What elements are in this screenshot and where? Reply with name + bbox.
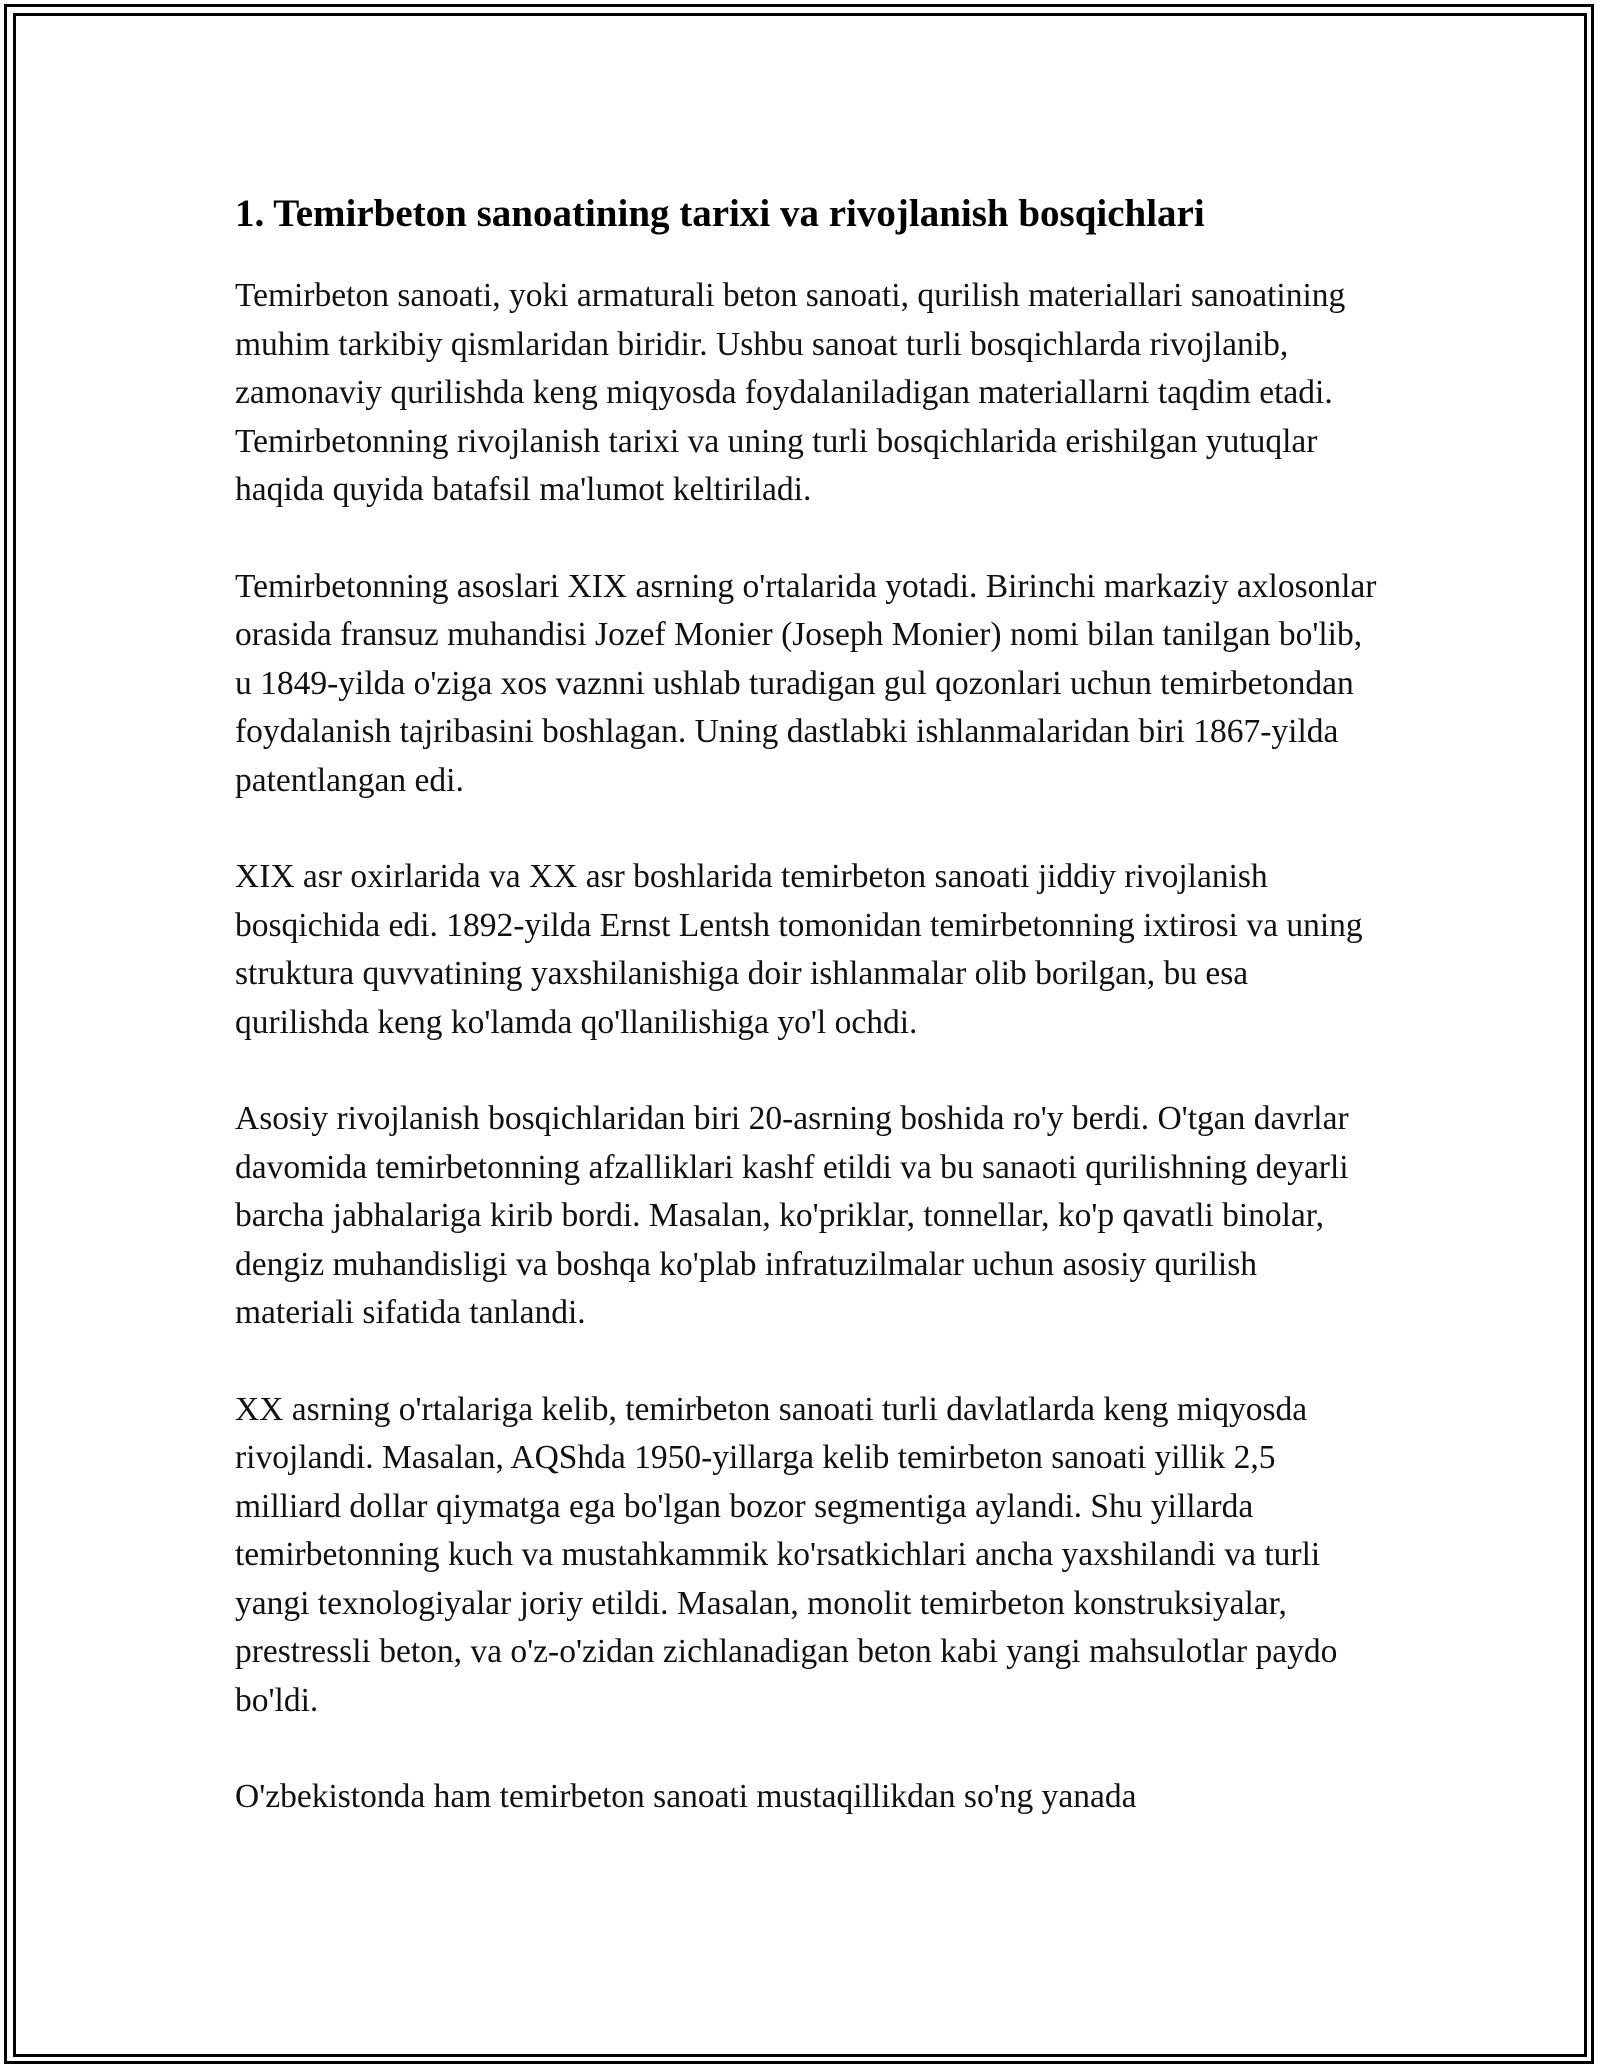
- paragraph-uzbekistan: O'zbekistonda ham temirbeton sanoati mustaqillikdan so'ng yanada: [235, 1778, 1137, 1815]
- paragraph-mid-20th-century: XX asrning o'rtalariga kelib, temirbeton sanoati turli davlatlarda keng miqyosda rivojlandi. Masalan, AQShda 1950-yillarga kelib temirbeton sanoati yillik 2,5 milliard dollar qiymatga ega bo'lgan bozor segmentiga aylandi. Shu yillarda temirbetonning kuch va mustahkammik ko'rsatkichlari ancha yaxshilandi va turli yangi texnologiyalar joriy etildi. Masalan, monolit temirbeton konstruksiyalar, prestressli beton, va o'z-o'zidan zichlanadigan beton kabi yangi mahsulotlar paydo bo'ldi.: [235, 1390, 1338, 1719]
- document-body: [235, 186, 1380, 1822]
- paragraph-late-19th-century: XIX asr oxirlarida va XX asr boshlarida temirbeton sanoati jiddiy rivojlanish bosqichida edi. 1892-yilda Ernst Lentsh tomonidan temirbetonning ixtirosi va uning struktura quvvatining yaxshilanishiga doir ishlanmalar olib borilgan, bu esa qurilishda keng ko'lamda qo'llanilishiga yo'l ochdi.: [235, 858, 1363, 1041]
- paragraph-origins: Temirbetonning asoslari XIX asrning o'rtalarida yotadi. Birinchi markaziy axlosonlar orasida fransuz muhandisi Jozef Monier (Joseph Monier) nomi bilan tanilgan bo'lib, u 1849-yilda o'ziga xos vaznni ushlab turadigan gul qozonlari uchun temirbetondan foydalanish tajribasini boshlagan. Uning dastlabki ishlanmalaridan biri 1867-yilda patentlangan edi.: [235, 567, 1377, 799]
- paragraph-intro: Temirbeton sanoati, yoki armaturali beton sanoati, qurilish materiallari sanoatining muhim tarkibiy qismlaridan biridir. Ushbu sanoat turli bosqichlarda rivojlanib, zamonaviy qurilishda keng miqyosda foydalaniladigan materiallarni taqdim etadi. Temirbetonning rivojlanish tarixi va uning turli bosqichlarida erishilgan yutuqlar haqida quyida batafsil ma'lumot keltiriladi.: [235, 277, 1346, 508]
- section-heading: 1. Temirbeton sanoatining tarixi va rivojlanish bosqichlari: [235, 192, 1205, 235]
- paragraph-20th-century: Asosiy rivojlanish bosqichlaridan biri 20-asrning boshida ro'y berdi. O'tgan davrlar davomida temirbetonning afzalliklari kashf etildi va bu sanaoti qurilishning deyarli barcha jabhalariga kirib bordi. Masalan, ko'priklar, tonnellar, ko'p qavatli binolar, dengiz muhandisligi va boshqa ko'plab infratuzilmalar uchun asosiy qurilish materiali sifatida tanlandi.: [235, 1100, 1349, 1331]
